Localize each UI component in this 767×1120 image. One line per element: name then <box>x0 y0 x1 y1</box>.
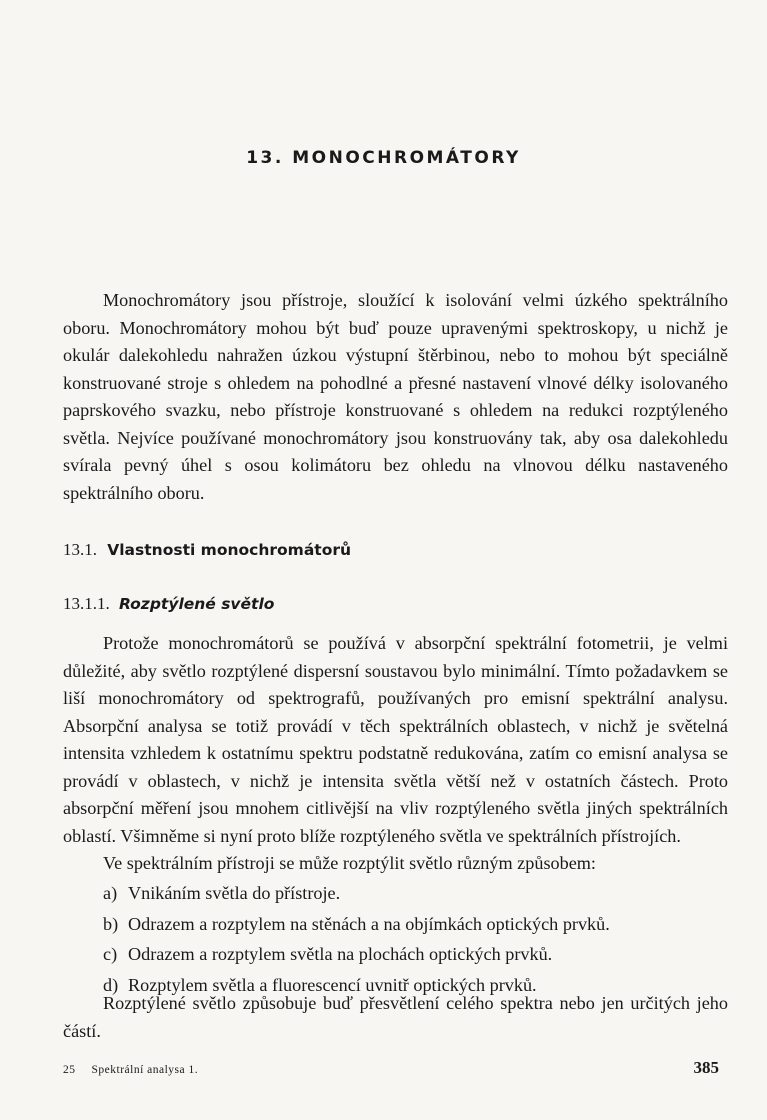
intro-paragraph: Monochromátory jsou přístroje, sloužící k isolování velmi úzkého spektrálního oboru. Monochromátory mohou být buď pouze upravenými spektroskopy, u nichž je okulár dalekohledu nahražen úzkou výstupní štěrbinou, nebo to mohou být speciálně konstruované stroje s ohledem na pohodlné a přesné nastavení vlnové délky isolovaného paprskového svazku, nebo přístroje konstruované s ohledem na redukci rozptýleného světla. Nejvíce používané monochromátory jsou konstruovány tak, aby osa dalekohledu svírala pevný úhel s osou kolimátoru bez ohledu na vlnovou délku nastaveného spektrálního oboru. <box>63 290 728 503</box>
chapter-title: 13. MONOCHROMÁTORY <box>246 148 521 168</box>
list-marker: a) <box>103 883 118 903</box>
section-heading <box>63 540 351 560</box>
body-text <box>63 630 728 878</box>
list-item-text: Odrazem a rozptylem na stěnách a na objímkách optických prvků. <box>128 913 610 934</box>
list-marker: d) <box>103 974 119 995</box>
list-item-text: Rozptylem světla a fluorescencí uvnitř optických prvků. <box>128 974 537 995</box>
signature-title: Spektrální analysa 1. <box>91 1064 199 1076</box>
page-number: 385 <box>693 1058 719 1077</box>
section-number: 13.1. <box>63 540 97 559</box>
list-item-text: Odrazem a rozptylem světla na plochách optických prvků. <box>128 944 553 964</box>
subsection-heading <box>63 594 274 614</box>
body-paragraph-1: Protože monochromátorů se používá v absorpční spektrální fotometrii, je velmi důležité, aby světlo rozptýlené dispersní soustavou bylo minimální. Tímto požadavkem se liší monochromátory od spektrografů, používaných pro emisní spektrální analysu. Absorpční analysa se totiž provádí v těch spektrálních oblastech, v nichž je světelná intensita vzhledem k ostatnímu spektru podstatně redukována, zatím co emisní analysa se provádí v oblastech, v nichž je intensita světla větší než v ostatních částech. Proto absorpční měření jsou mnohem citlivější na vliv rozptýleného světla jiných spektrálních oblastí. Všimněme si nyní proto blíže rozptýleného světla ve spektrálních přístrojích. <box>63 633 728 846</box>
section-title: Vlastnosti monochromátorů <box>107 541 352 559</box>
signature-number: 25 <box>63 1064 76 1076</box>
list-item-text: Vnikáním světla do přístroje. <box>128 883 341 903</box>
list-marker: b) <box>103 913 119 934</box>
list-item <box>103 909 610 940</box>
list-item <box>103 878 610 909</box>
intro-text <box>63 287 728 507</box>
body-paragraph-2: Ve spektrálním přístroji se může rozptýlit světlo různým způsobem: <box>103 853 596 873</box>
closing-text <box>63 990 728 1045</box>
signature-mark <box>63 1064 198 1076</box>
body-paragraph-3: Rozptýlené světlo způsobuje buď přesvětlení celého spektra nebo jen určitých jeho částí. <box>63 993 728 1041</box>
list-marker: c) <box>103 944 118 964</box>
subsection-title: Rozptýlené světlo <box>119 595 275 613</box>
scatter-causes-list <box>103 878 610 1000</box>
list-item <box>103 939 610 970</box>
subsection-number: 13.1.1. <box>63 594 110 613</box>
